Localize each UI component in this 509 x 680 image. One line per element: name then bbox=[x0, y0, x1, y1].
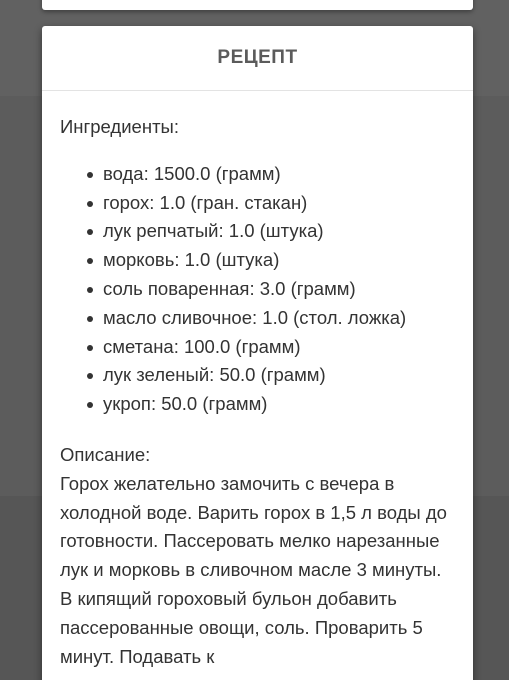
bullet-icon bbox=[87, 345, 93, 351]
dialog-body[interactable] bbox=[42, 91, 473, 671]
ingredient-item bbox=[85, 189, 455, 218]
ingredient-item bbox=[85, 160, 455, 189]
bullet-icon bbox=[87, 402, 93, 408]
ingredient-item bbox=[85, 275, 455, 304]
ingredient-text: укроп: 50.0 (грамм) bbox=[103, 393, 268, 415]
bullet-icon bbox=[87, 229, 93, 235]
bullet-icon bbox=[87, 258, 93, 264]
description-text: Горох желательно замочить с вечера в холодной воде. Варить горох в 1,5 л воды до готовности. Пассеровать мелко нарезанные лук и морковь в сливочном масле 3 минуты. В кипящий гороховый бульон добавить пассерованные овощи, соль. Проварить 5 минут. Подавать к bbox=[60, 472, 447, 667]
dialog-header bbox=[42, 26, 473, 91]
ingredient-text: лук зеленый: 50.0 (грамм) bbox=[103, 364, 326, 386]
ingredients-list bbox=[60, 160, 455, 419]
ingredient-item bbox=[85, 217, 455, 246]
ingredients-label: Ингредиенты: bbox=[60, 116, 179, 137]
ingredient-text: масло сливочное: 1.0 (стол. ложка) bbox=[103, 306, 407, 328]
bullet-icon bbox=[87, 287, 93, 293]
ingredient-text: морковь: 1.0 (штука) bbox=[103, 249, 280, 271]
dialog-title: РЕЦЕПТ bbox=[217, 47, 298, 68]
ingredient-item bbox=[85, 361, 455, 390]
ingredient-text: соль поваренная: 3.0 (грамм) bbox=[103, 277, 356, 299]
ingredient-item bbox=[85, 246, 455, 275]
bullet-icon bbox=[87, 172, 93, 178]
bullet-icon bbox=[87, 373, 93, 379]
ingredient-item bbox=[85, 390, 455, 419]
ingredient-text: вода: 1500.0 (грамм) bbox=[103, 162, 281, 184]
ingredient-item bbox=[85, 304, 455, 333]
ingredient-text: лук репчатый: 1.0 (штука) bbox=[103, 220, 324, 242]
recipe-dialog bbox=[42, 26, 473, 680]
bullet-icon bbox=[87, 316, 93, 322]
ingredient-text: сметана: 100.0 (грамм) bbox=[103, 335, 301, 357]
previous-card-edge bbox=[42, 0, 473, 10]
ingredient-item bbox=[85, 333, 455, 362]
description-label: Описание: bbox=[60, 443, 151, 465]
bullet-icon bbox=[87, 201, 93, 207]
ingredient-text: горох: 1.0 (гран. стакан) bbox=[103, 191, 308, 213]
